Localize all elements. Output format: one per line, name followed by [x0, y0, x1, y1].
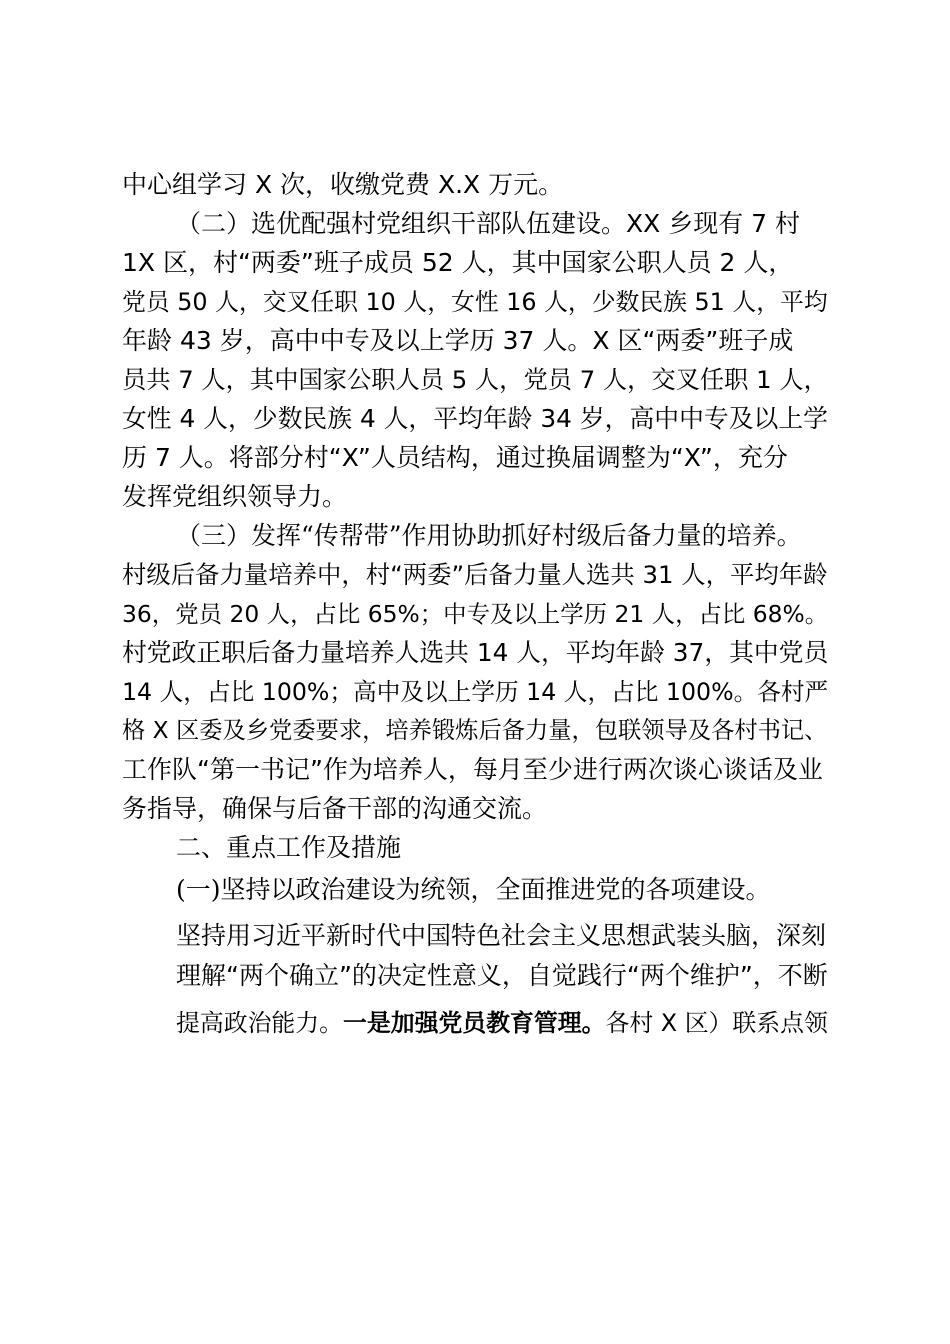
text-line-16: 工作队“第一书记”作为培养人，每月至少进行两次谈心谈话及业 — [122, 755, 823, 784]
text-line-4: 党员 50 人，交叉任职 10 人，女性 16 人，少数民族 51 人，平均 — [122, 288, 828, 316]
text-line-5: 年龄 43 岁，高中中专及以上学历 37 人。X 区“两委”班子成 — [122, 326, 794, 355]
text-line-13: 村党政正职后备力量培养人选共 14 人，平均年龄 37，其中党员 — [122, 638, 829, 667]
bold-highlight: 一是加强党员教育管理。 — [343, 1009, 606, 1037]
text-line-6: 员共 7 人，其中国家公职人员 5 人，党员 7 人，交叉任职 1 人， — [122, 365, 828, 394]
text-line-12: 36，党员 20 人，占比 65%；中专及以上学历 21 人，占比 68%。 — [122, 600, 829, 628]
text-line-7: 女性 4 人，少数民族 4 人，平均年龄 34 岁，高中中专及以上学 — [122, 404, 828, 433]
text-line-20: 坚持用习近平新时代中国特色社会主义思想武装头脑，深刻 — [176, 921, 827, 950]
subsection-heading: (一)坚持以政治建设为统领，全面推进党的各项建设。 — [176, 875, 771, 904]
text-line-22 — [176, 1006, 828, 1040]
text-line-17: 务指导，确保与后备干部的沟通交流。 — [122, 794, 548, 823]
text-line-9: 发挥党组织领导力。 — [122, 482, 348, 511]
text-line-10: （三）发挥“传帮带”作用协助抓好村级后备力量的培养。 — [176, 521, 802, 550]
text-run-after: 各村 X 区）联系点领 — [605, 1009, 828, 1037]
section-heading: 二、重点工作及措施 — [176, 833, 402, 862]
text-line-14: 14 人，占比 100%；高中及以上学历 14 人，占比 100%。各村严 — [122, 678, 829, 706]
text-line-2: （二）选优配强村党组织干部队伍建设。XX 乡现有 7 村 — [176, 209, 801, 238]
text-line-1: 中心组学习 X 次，收缴党费 X.X 万元。 — [122, 170, 564, 199]
text-line-8: 历 7 人。将部分村“X”人员结构，通过换届调整为“X”，充分 — [122, 443, 788, 472]
text-line-15: 格 X 区委及乡党委要求，培养锻炼后备力量，包联领导及各村书记、 — [122, 717, 828, 744]
text-line-21: 理解“两个确立”的决定性意义，自觉践行“两个维护”，不断 — [176, 961, 828, 990]
text-line-3: 1X 区，村“两委”班子成员 52 人，其中国家公职人员 2 人， — [122, 248, 794, 277]
text-line-11: 村级后备力量培养中，村“两委”后备力量人选共 31 人，平均年龄 — [122, 560, 828, 589]
text-run-before: 提高政治能力。 — [176, 1009, 344, 1037]
